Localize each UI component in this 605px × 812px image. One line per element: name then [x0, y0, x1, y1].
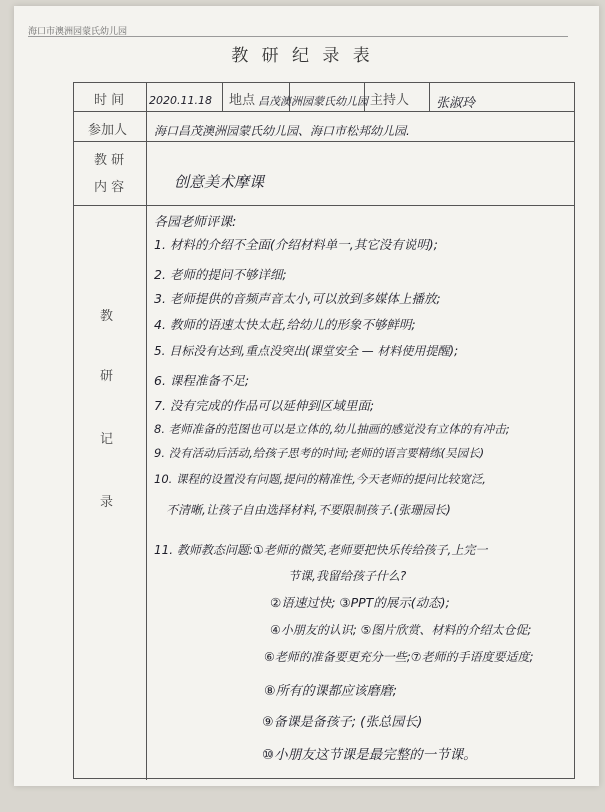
record-line: 2. 老师的提问不够详细; [154, 267, 287, 282]
record-line: 6. 课程准备不足; [154, 373, 250, 388]
row-divider [74, 111, 574, 112]
host-label: 主持人 [370, 93, 410, 108]
header-divider [28, 36, 568, 37]
record-line: ⑩小朋友这节课是最完整的一节课。 [262, 747, 477, 763]
topic-label-2: 内 容 [94, 180, 125, 195]
topic-value: 创意美术摩课 [174, 173, 265, 191]
column-divider [146, 83, 147, 780]
record-line: 1. 材料的介绍不全面(介绍材料单一,其它没有说明); [154, 237, 438, 252]
time-value: 2020.11.18 [149, 94, 212, 107]
record-line: 9. 没有活动后活动,给孩子思考的时间;老师的语言要精练(吴园长) [154, 446, 485, 460]
row-divider [74, 141, 574, 142]
place-label: 地点 [229, 93, 256, 108]
participants-value: 海口昌茂澳洲园蒙氏幼儿园、海口市松邦幼儿园. [154, 124, 410, 138]
column-divider [222, 83, 223, 111]
column-divider [429, 83, 430, 111]
record-line: ⑧所有的课都应该磨磨; [264, 684, 398, 699]
topic-label-1: 教 研 [94, 153, 125, 168]
record-line: 8. 老师准备的范图也可以是立体的,幼儿抽画的感觉没有立体的有冲击; [154, 422, 510, 436]
record-line: ⑨备课是备孩子; (张总园长) [262, 715, 423, 730]
host-value: 张淑玲 [436, 96, 476, 111]
record-label-3: 记 [100, 432, 114, 447]
participants-label: 参加人 [88, 123, 128, 138]
time-label: 时 间 [94, 93, 125, 108]
record-line: 各园老师评课: [154, 215, 237, 230]
place-value: 昌茂澳洲园蒙氏幼儿园 [258, 95, 368, 108]
record-label-4: 录 [100, 495, 114, 510]
record-label-1: 教 [100, 309, 114, 324]
record-table [73, 82, 575, 779]
record-label-2: 研 [100, 369, 114, 384]
record-line: ④小朋友的认识; ⑤图片欣赏、材料的介绍太仓促; [270, 623, 532, 637]
record-line: ⑥老师的准备要更充分一些;⑦老师的手语度要适度; [264, 650, 534, 664]
record-line: 10. 课程的设置没有问题,提问的精准性,今天老师的提问比较宽泛, [154, 472, 486, 486]
row-divider [74, 205, 574, 206]
record-line: 4. 教师的语速太快太赶,给幼儿的形象不够鲜明; [154, 317, 416, 332]
record-line: ②语速过快; ③PPT的展示(动态); [270, 595, 450, 610]
record-line: 节课,我留给孩子什么? [288, 569, 407, 583]
record-line: 5. 目标没有达到,重点没突出(课堂安全 — 材料使用提醒); [154, 344, 459, 358]
document-title: 教 研 纪 录 表 [231, 46, 374, 66]
record-line: 7. 没有完成的作品可以延伸到区域里面; [154, 398, 375, 413]
record-line: 不清晰,让孩子自由选择材料,不要限制孩子.(张珊园长) [166, 503, 451, 517]
record-line: 3. 老师提供的音频声音太小,可以放到多媒体上播放; [154, 291, 441, 306]
org-name: 海口市澳洲园蒙氏幼儿园 [28, 27, 128, 37]
record-line: 11. 教师教态问题:①老师的微笑,老师要把快乐传给孩子,上完一 [154, 543, 488, 557]
